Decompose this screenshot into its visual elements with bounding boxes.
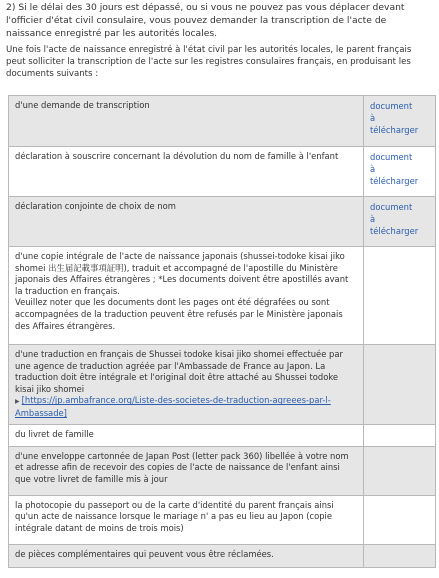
empty-cell (364, 345, 436, 425)
table-row (9, 247, 436, 345)
empty-cell (364, 446, 436, 495)
row-text-cell (9, 345, 364, 425)
download-link-line: document (370, 152, 413, 162)
empty-cell (364, 424, 436, 446)
row-text: la photocopie du passeport ou de la carte d'identité du parent français ainsi qu'un acte de naissance lorsque le mariage n' a pas eu lieu au Japon (copie intégrale datant de moins de trois mois) (9, 495, 364, 544)
row-text: déclaration conjointe de choix de nom (9, 197, 364, 247)
table-row (9, 345, 436, 425)
download-cell (364, 147, 436, 197)
row-text-note: Veuillez noter que les documents dont les pages ont été dégrafées ou sont accompagnées de la traduction peuvent être refusés par le Ministère japonais des Affaires étrangères. (15, 297, 343, 331)
empty-cell (364, 495, 436, 544)
download-link-choix-nom[interactable] (370, 201, 430, 237)
intro-paragraph-2: Une fois l'acte de naissance enregistré à l'état civil par les autorités locales, le parent français peut solliciter la transcription de l'acte sur les registres consulaires français, en produisant les documents suivants : (6, 45, 412, 79)
download-link-line: document (370, 101, 413, 111)
download-link-line: à (370, 214, 376, 224)
documents-table (8, 95, 436, 568)
download-link-transcription[interactable] (370, 100, 430, 136)
row-text-cell (9, 247, 364, 345)
row-text: d'une enveloppe cartonnée de Japan Post (letter pack 360) libellée à votre nom et adresse afin de recevoir des copies de l'acte de naissance de l'enfant ainsi que votre livret de famille mis à jour (9, 446, 364, 495)
row-text: déclaration à souscrire concernant la dévolution du nom de famille à l'enfant (9, 147, 364, 197)
empty-cell (364, 544, 436, 567)
intro-paragraph: 2) Si le délai des 30 jours est dépassé, ou si vous ne pouvez pas vous déplacer devant l'officier d'état civil consulaire, vous pouvez demander la transcription de l'acte de naissance enregistré par les autorités locales. (6, 2, 405, 39)
table-row (9, 495, 436, 544)
row-text: d'une traduction en français de Shussei todoke kisai jiko shomei effectuée par une agence de traduction agréée par l'Ambassade de France au Japon. La traduction doit être intégrale et l'original doit être attaché au Shussei todoke kisai jiko shomei (15, 349, 343, 394)
download-cell (364, 96, 436, 147)
download-link-line: à (370, 164, 376, 174)
download-link-devolution[interactable] (370, 151, 430, 187)
translation-agencies-link[interactable]: [https://jp.ambafrance.org/Liste-des-societes-de-traduction-agreees-par-l-Ambassade] (15, 395, 331, 418)
table-row (9, 147, 436, 197)
row-text: d'une demande de transcription (9, 96, 364, 147)
empty-cell (364, 247, 436, 345)
link-arrow-icon: ▶ (15, 398, 20, 406)
download-cell (364, 197, 436, 247)
download-link-line: télécharger (370, 176, 419, 186)
table-row (9, 446, 436, 495)
row-text: d'une copie intégrale de l'acte de naissance japonais (shussei-todoke kisai jiko shomei 出生届記載事項証明), traduit et accompagné de l'apostille du Ministère japonais des Affaires étrangères ; *Les documents doivent être apostillés avant la traduction en français. (15, 251, 349, 296)
row-text: du livret de famille (9, 424, 364, 446)
table-row (9, 96, 436, 147)
download-link-line: à (370, 113, 376, 123)
download-link-line: télécharger (370, 125, 419, 135)
download-link-line: document (370, 202, 413, 212)
row-text: de pièces complémentaires qui peuvent vous être réclamées. (9, 544, 364, 567)
table-row (9, 544, 436, 567)
table-row (9, 197, 436, 247)
table-row (9, 424, 436, 446)
download-link-line: télécharger (370, 226, 419, 236)
